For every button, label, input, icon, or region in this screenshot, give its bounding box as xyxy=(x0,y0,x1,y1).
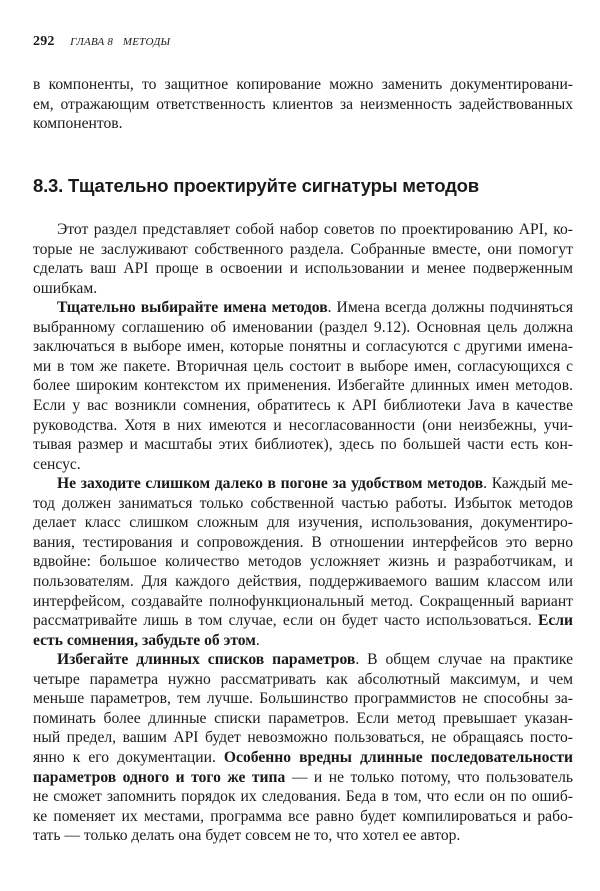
text-line: ке поменяет их местами, программа все равно будет компилироваться и рабо- xyxy=(33,807,573,825)
text-line: параметров одного и того же типа — и не только потому, что пользователь xyxy=(33,768,573,786)
text-line: делает класс слишком сложным для изучения, использования, документиро- xyxy=(33,514,573,532)
bold-phrase: есть сомнения, забудьте об этом xyxy=(33,631,256,649)
text-line: торые не заслуживают собственного раздела. Собранные вместе, они помогут xyxy=(33,240,573,258)
bold-lead: Избегайте длинных списков параметров xyxy=(57,651,356,668)
text-line: тать — только делать она будет совсем не то, что хотел ее автор. xyxy=(33,827,461,845)
bold-phrase: параметров одного и того же типа xyxy=(33,768,286,786)
paragraph-method-names xyxy=(33,298,573,474)
text-line: не сможет запомнить порядок их следования. Беда в том, что если он по ошиб- xyxy=(33,788,573,806)
page-number: 292 xyxy=(33,34,55,49)
text-line: Если у вас возникли сомнения, обратитесь к API библиотеки Java в качестве xyxy=(33,396,573,414)
text-line: четыре параметра нужно рассматривать как абсолютный максимум, и чем xyxy=(33,670,573,688)
text-line: ошибкам. xyxy=(33,279,98,297)
paragraph-parameters xyxy=(33,650,573,846)
section-heading: 8.3. Тщательно проектируйте сигнатуры методов xyxy=(33,175,479,196)
text-line: меньше параметров, тем лучше. Большинство программистов не способны за- xyxy=(33,690,573,708)
text-line: выбранному соглашению об именовании (раздел 9.12). Основная цель должна xyxy=(33,318,573,336)
intro-paragraph xyxy=(33,220,573,298)
bold-phrase: Особенно вредны длинные последовательности xyxy=(223,748,573,766)
chapter-title: МЕТОДЫ xyxy=(122,36,171,48)
bold-lead: Тщательно выбирайте имена методов xyxy=(57,299,328,316)
chapter-label: ГЛАВА 8 xyxy=(70,36,114,48)
text-line: Этот раздел представляет собой набор советов по проектированию API, ко- xyxy=(57,221,573,238)
running-head xyxy=(33,33,573,50)
text-line: есть сомнения, забудьте об этом. xyxy=(33,631,260,649)
continuation-paragraph xyxy=(33,75,573,134)
text-line: руководства. Хотя в них имеются и несогласованности (они неизбежны, учи- xyxy=(33,416,573,434)
text-line: компонентов. xyxy=(33,115,123,133)
text-line: ем, отражающим ответственность клиентов за неизменность задействованных xyxy=(33,95,573,113)
paragraph-convenience xyxy=(33,474,573,650)
text-line: вдвойне: большое количество методов усложняет жизнь и разработчикам, и xyxy=(33,553,573,571)
text-line: тод должен заниматься только собственной частью работы. Избыток методов xyxy=(33,494,573,512)
text-line: янно к его документации. Особенно вредны длинные последовательности xyxy=(33,748,573,766)
text-line: рассматривайте лишь в том случае, если он будет часто использоваться. Если xyxy=(33,612,573,630)
text-line: сделать ваш API проще в освоении и использовании и менее подверженным xyxy=(33,260,573,278)
text-line: Избегайте длинных списков параметров. В общем случае на практике xyxy=(57,651,573,668)
text-line: в компоненты, то защитное копирование можно заменить документировани- xyxy=(33,76,573,93)
text-line: сенсус. xyxy=(33,455,81,473)
text-line: поминать более длинные списки параметров. Если метод превышает указан- xyxy=(33,709,573,727)
text-line: ный предел, вашим API будет невозможно пользоваться, не обращаясь посто- xyxy=(33,729,573,747)
text-line: заключаться в выборе имен, которые понятны и согласуются с другими имена- xyxy=(33,338,573,356)
text-line: более широким контекстом их применения. Избегайте длинных имен методов. xyxy=(33,377,573,395)
bold-lead: Не заходите слишком далеко в погоне за удобством методов xyxy=(57,475,484,492)
text-line: интерфейсом, создавайте полнофункциональный метод. Сокращенный вариант xyxy=(33,592,573,610)
text-line: Тщательно выбирайте имена методов. Имена всегда должны подчиняться xyxy=(57,299,573,316)
text-line: вания, тестирования и сопровождения. В отношении интерфейсов это верно xyxy=(33,533,573,551)
text-line: тывая размер и масштабы этих библиотек), здесь по большей части есть кон- xyxy=(33,436,573,454)
text-line: Не заходите слишком далеко в погоне за удобством методов. Каждый ме- xyxy=(57,475,573,492)
text-line: ми в том же пакете. Вторичная цель состоит в выборе имен, согласующихся с xyxy=(33,357,573,375)
bold-phrase: Если xyxy=(537,612,573,630)
text-line: пользователям. Для каждого действия, поддерживаемого вашим классом или xyxy=(33,572,573,590)
